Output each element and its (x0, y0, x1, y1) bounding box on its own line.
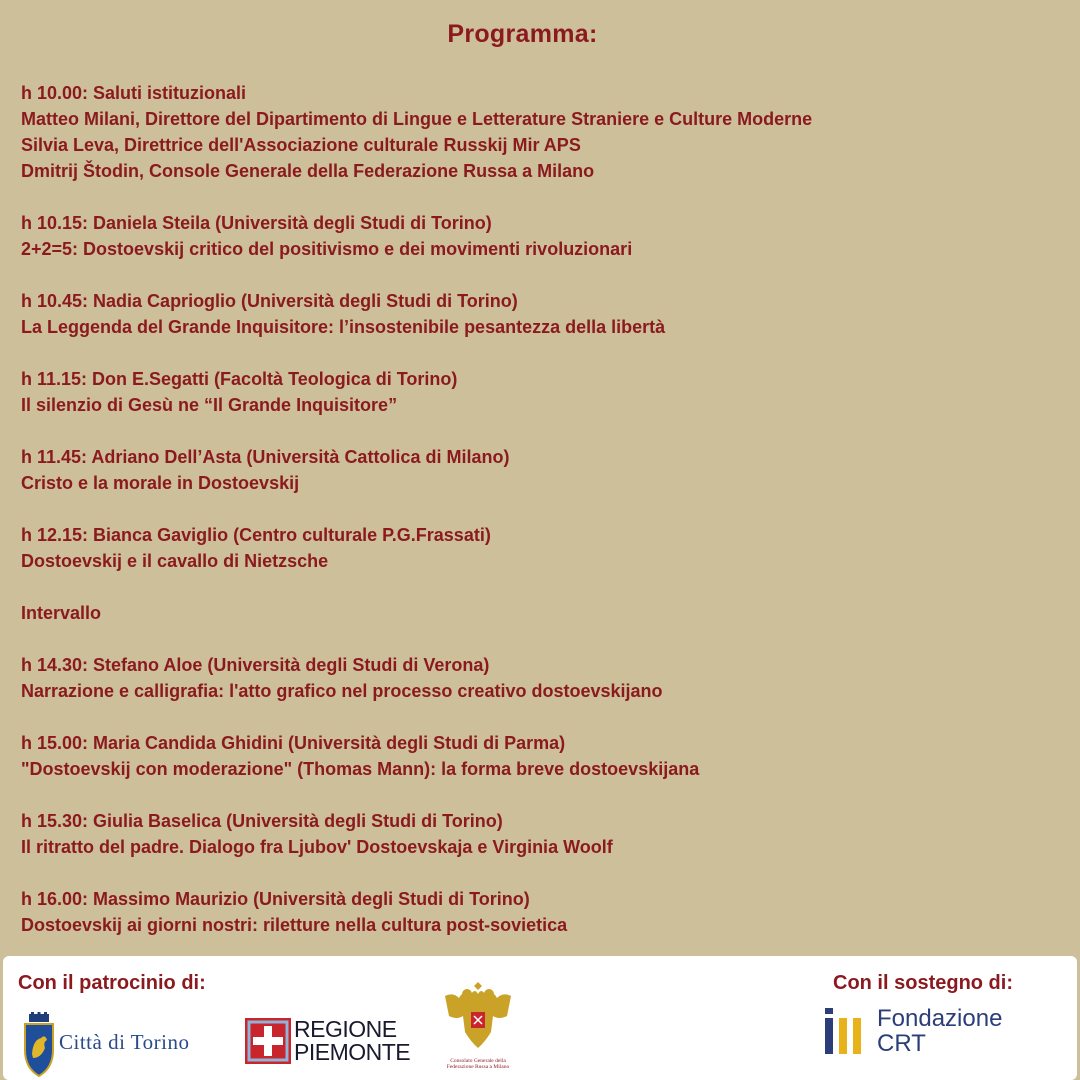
crt-logo-text: Fondazione CRT (877, 1005, 1003, 1057)
program-entry-heading: h 10.00: Saluti istituzionali (21, 83, 247, 103)
program-entry-line: Matteo Milani, Direttore del Dipartimento di Lingue e Letterature Straniere e Culture Moderne (21, 109, 813, 129)
program-entry-heading: h 11.15: Don E.Segatti (Facoltà Teologica di Torino) (21, 369, 458, 389)
program-list (21, 80, 1051, 938)
regione-piemonte-logo (245, 1016, 411, 1068)
program-entry-line: La Leggenda del Grande Inquisitore: l’insostenibile pesantezza della libertà (21, 317, 666, 337)
sostegno-label: Con il sostegno di: (833, 972, 1013, 994)
program-entry-line: Silvia Leva, Direttrice dell'Associazione culturale Russkij Mir APS (21, 135, 581, 155)
program-entry-line: Dmitrij Štodin, Console Generale della Federazione Russa a Milano (21, 161, 595, 181)
program-entry-line: Il ritratto del padre. Dialogo fra Ljubov' Dostoevskaja e Virginia Woolf (21, 837, 613, 857)
crt-bars-icon (825, 1008, 869, 1056)
program-entry-line: Cristo e la morale in Dostoevskij (21, 473, 300, 493)
piemonte-flag-icon (245, 1018, 291, 1064)
consolato-caption: Consolato Generale della Federazione Russa a Milano (446, 1058, 510, 1070)
program-entry-heading: h 11.45: Adriano Dell’Asta (Università Cattolica di Milano) (21, 447, 510, 467)
sponsors-footer (3, 956, 1077, 1080)
program-entry-heading: h 12.15: Bianca Gaviglio (Centro culturale P.G.Frassati) (21, 525, 491, 545)
block-spacer (21, 418, 1051, 444)
program-entry-line: Dostoevskij ai giorni nostri: riletture nella cultura post-sovietica (21, 915, 568, 935)
block-spacer (21, 626, 1051, 652)
program-entry-line: "Dostoevskij con moderazione" (Thomas Mann): la forma breve dostoevskijana (21, 759, 700, 779)
consolato-logo (433, 976, 523, 1076)
program-entry-heading: Intervallo (21, 603, 102, 623)
program-entry-heading: h 16.00: Massimo Maurizio (Università degli Studi di Torino) (21, 889, 530, 909)
double-eagle-emblem-icon (433, 976, 523, 1056)
page-title: Programma: (447, 20, 598, 48)
block-spacer (21, 574, 1051, 600)
block-spacer (21, 704, 1051, 730)
program-entry-heading: h 10.45: Nadia Caprioglio (Università degli Studi di Torino) (21, 291, 518, 311)
fondazione-crt-logo (825, 1006, 1025, 1066)
torino-logo-text: Città di Torino (59, 1030, 190, 1054)
program-entry-line: Dostoevskij e il cavallo di Nietzsche (21, 551, 329, 571)
block-spacer (21, 340, 1051, 366)
patrocinio-label: Con il patrocinio di: (18, 972, 206, 994)
block-spacer (21, 860, 1051, 886)
block-spacer (21, 782, 1051, 808)
program-entry-heading: h 14.30: Stefano Aloe (Università degli Studi di Verona) (21, 655, 490, 675)
torino-crest-icon (21, 1012, 57, 1078)
program-entry-heading: h 15.30: Giulia Baselica (Università degli Studi di Torino) (21, 811, 503, 831)
citta-di-torino-logo (21, 1012, 231, 1078)
block-spacer (21, 184, 1051, 210)
block-spacer (21, 262, 1051, 288)
program-entry-line: Il silenzio di Gesù ne “Il Grande Inquisitore” (21, 395, 398, 415)
program-entry-line: 2+2=5: Dostoevskij critico del positivismo e dei movimenti rivoluzionari (21, 239, 633, 259)
program-entry-heading: h 15.00: Maria Candida Ghidini (Università degli Studi di Parma) (21, 733, 566, 753)
block-spacer (21, 496, 1051, 522)
piemonte-logo-text: REGIONE PIEMONTE (294, 1016, 411, 1065)
program-entry-heading: h 10.15: Daniela Steila (Università degli Studi di Torino) (21, 213, 492, 233)
program-entry-line: Narrazione e calligrafia: l'atto grafico nel processo creativo dostoevskijano (21, 681, 663, 701)
